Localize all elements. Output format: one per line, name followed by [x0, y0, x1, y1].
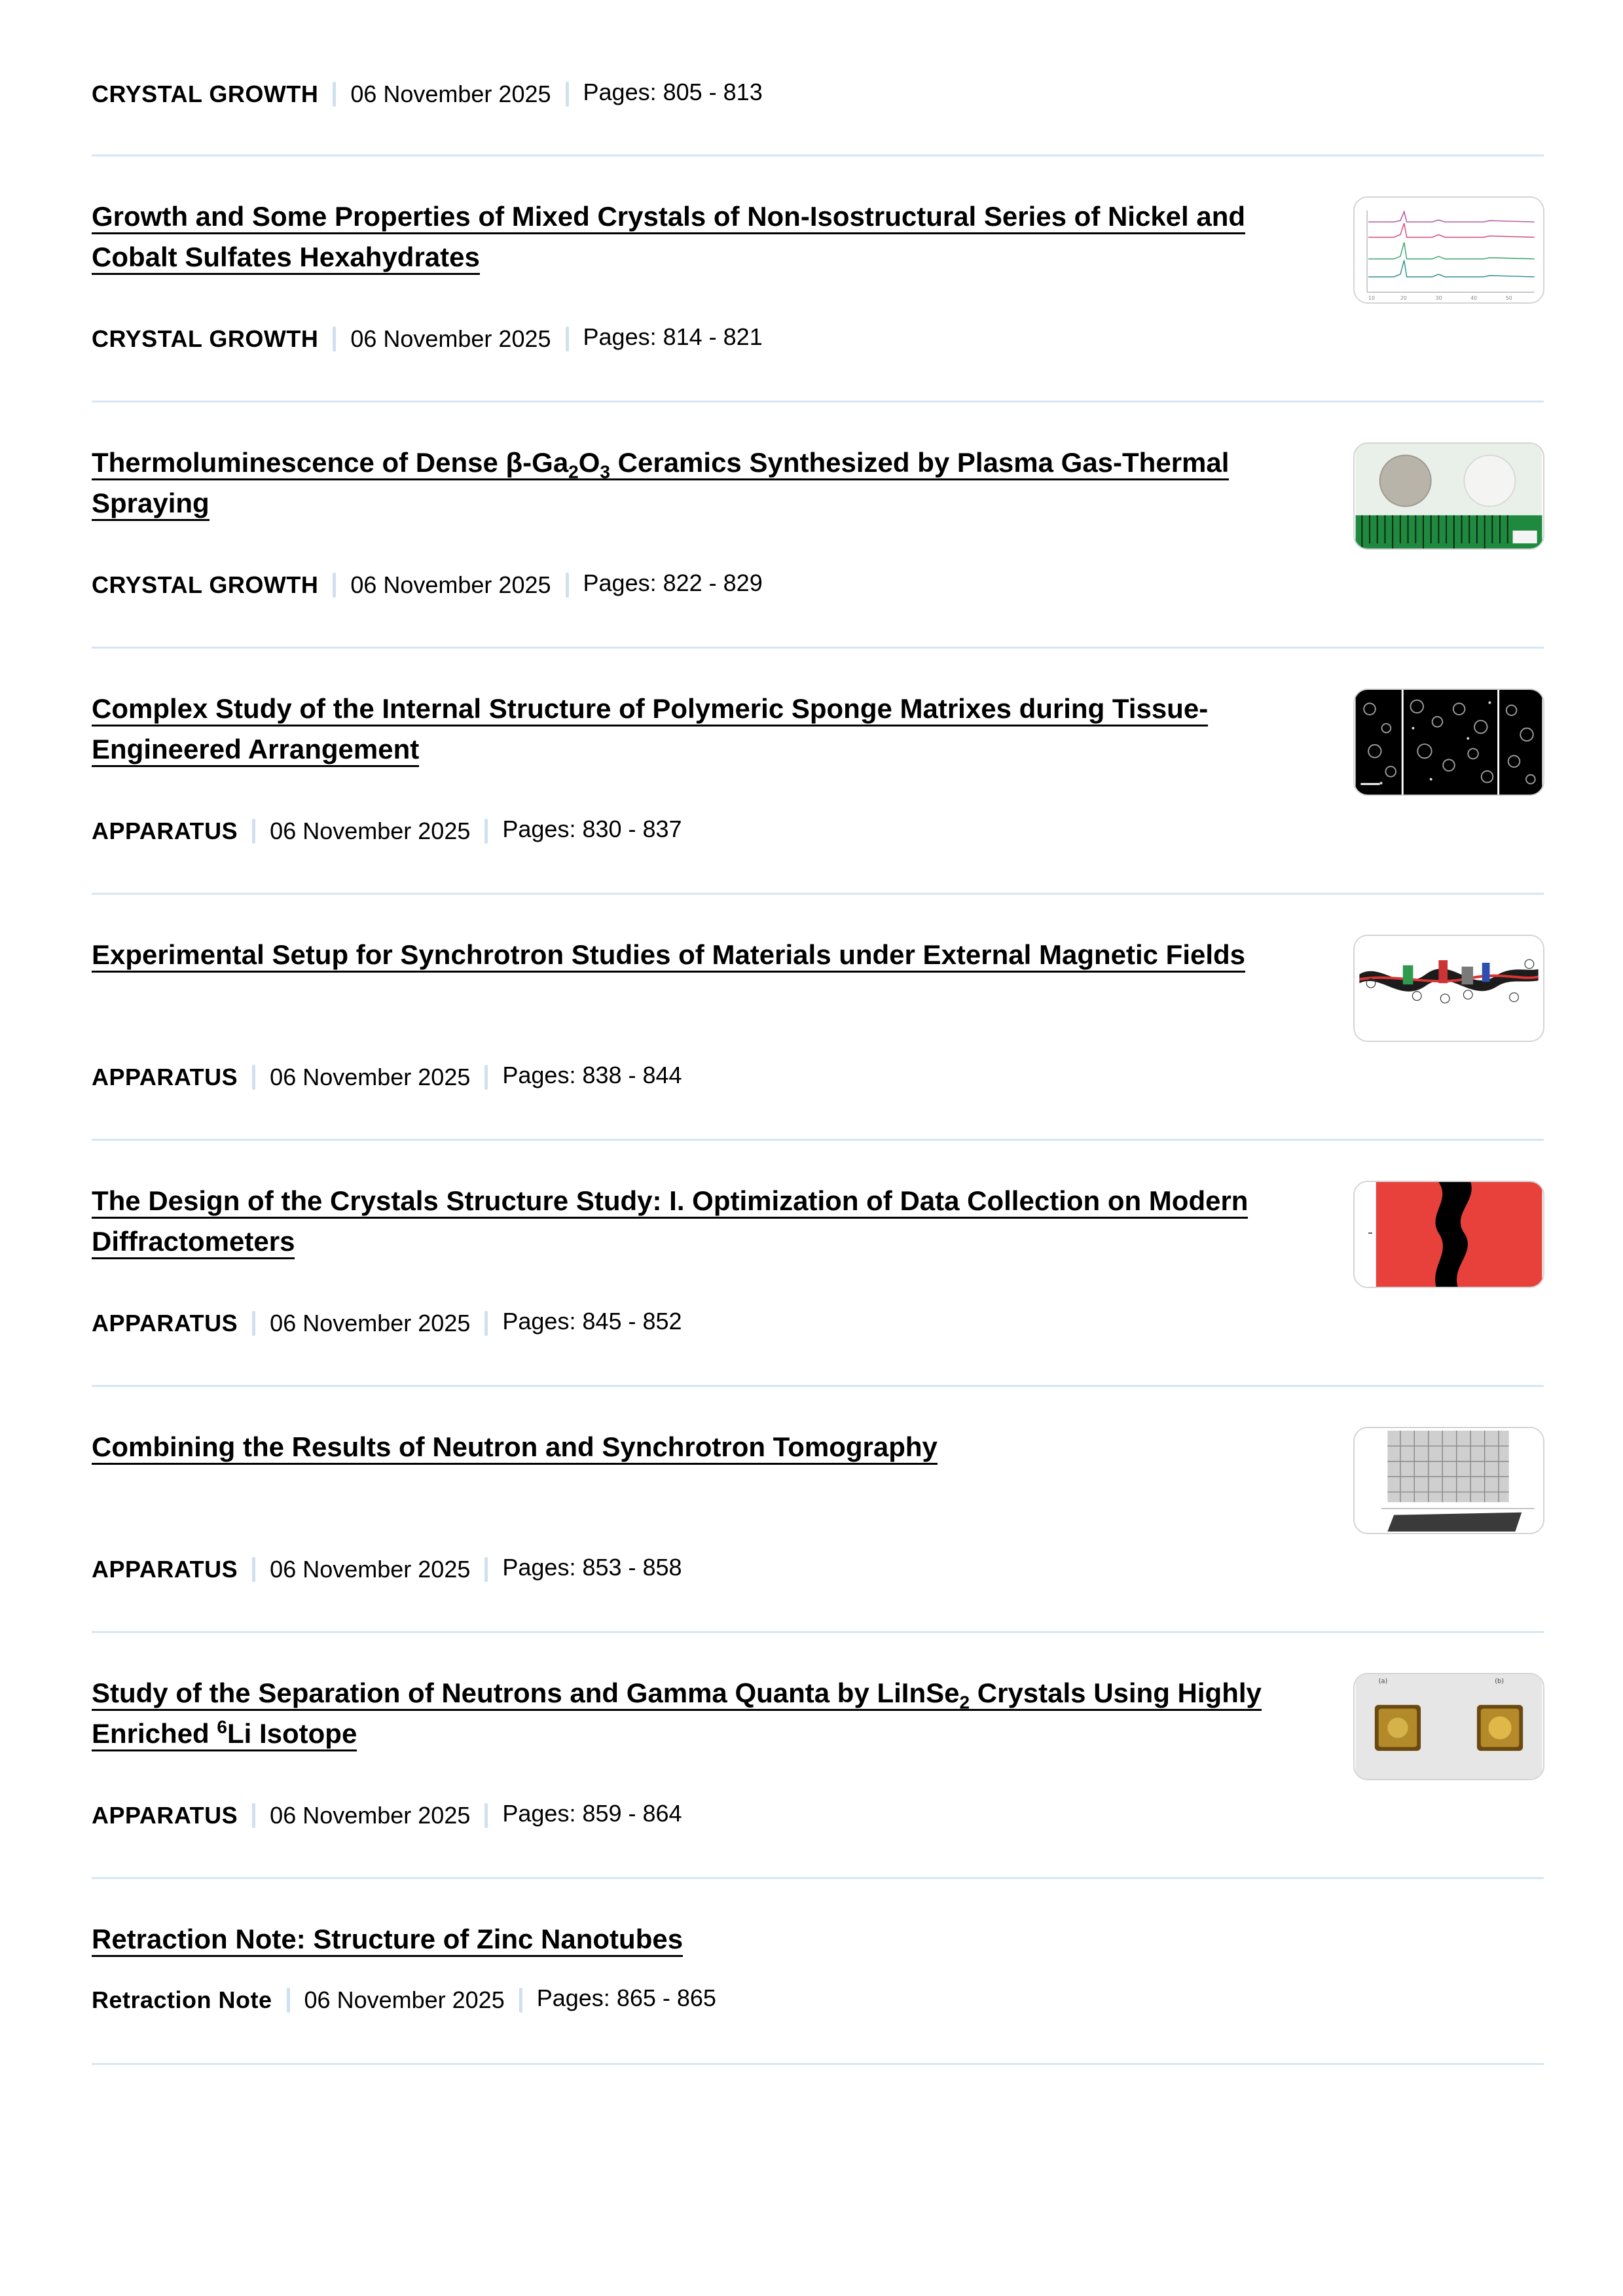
- article-title-link[interactable]: Combining the Results of Neutron and Synchrotron Tomography: [92, 1431, 938, 1465]
- article-thumbnail[interactable]: [1353, 1427, 1544, 1534]
- meta-separator: [333, 327, 336, 351]
- article-thumbnail[interactable]: [1353, 442, 1544, 550]
- sponge-tomography-image: [1355, 690, 1543, 795]
- xrd-pattern-graph: [1355, 198, 1543, 302]
- article-item: [92, 442, 1544, 691]
- divider: [92, 1631, 1544, 1633]
- divider: [92, 2063, 1544, 2065]
- article-meta: [92, 817, 682, 846]
- divider: [92, 154, 1544, 156]
- meta-separator: [519, 1988, 522, 2013]
- article-item: [92, 1673, 1544, 1922]
- article-date: 06 November 2025: [270, 1064, 471, 1090]
- article-title: [92, 1919, 1290, 1960]
- article-title: [92, 1181, 1290, 1262]
- article-item: [92, 1427, 1544, 1676]
- article-item: [92, 935, 1544, 1183]
- article-pages: Pages: 865 - 865: [536, 1984, 716, 2011]
- svg-text:20: 20: [1400, 295, 1407, 302]
- crystal-samples-photo: [1355, 1674, 1543, 1779]
- article-pages: Pages: 845 - 852: [502, 1308, 682, 1335]
- meta-separator: [333, 82, 336, 107]
- article-date: 06 November 2025: [270, 1310, 471, 1336]
- meta-separator: [333, 573, 336, 598]
- divider: [92, 647, 1544, 649]
- meta-separator: [252, 819, 255, 844]
- article-meta: [92, 571, 763, 600]
- article-pages: Pages: 830 - 837: [502, 816, 682, 842]
- article-meta: [92, 1063, 682, 1092]
- meta-separator: [252, 1065, 255, 1090]
- red-map-figure: [1355, 1182, 1543, 1287]
- setup-schematic: [1355, 936, 1543, 1041]
- svg-text:40: 40: [1470, 295, 1478, 302]
- meta-separator: [484, 1065, 488, 1090]
- article-category[interactable]: APPARATUS: [92, 1556, 238, 1583]
- article-thumbnail[interactable]: [1353, 1673, 1544, 1780]
- article-pages: Pages: 822 - 829: [583, 569, 763, 596]
- divider: [92, 401, 1544, 403]
- article-meta: [92, 1801, 682, 1830]
- article-meta: [92, 80, 763, 109]
- article-pages: Pages: 853 - 858: [502, 1554, 682, 1581]
- article-category[interactable]: Retraction Note: [92, 1986, 272, 2013]
- article-thumbnail[interactable]: [1353, 689, 1544, 796]
- divider: [92, 1877, 1544, 1879]
- meta-separator: [252, 1311, 255, 1336]
- article-title-link[interactable]: Retraction Note: Structure of Zinc Nanotubes: [92, 1924, 683, 1957]
- article-title: [92, 1427, 1290, 1467]
- article-meta: [92, 325, 763, 353]
- article-item: [92, 1919, 1544, 2050]
- article-date: 06 November 2025: [304, 1986, 505, 2013]
- article-date: 06 November 2025: [270, 1556, 471, 1583]
- meta-separator: [566, 82, 569, 107]
- meta-separator: [287, 1988, 290, 2013]
- article-title: [92, 196, 1290, 278]
- article-date: 06 November 2025: [350, 81, 551, 107]
- article-category[interactable]: CRYSTAL GROWTH: [92, 81, 319, 107]
- svg-text:50: 50: [1505, 295, 1512, 302]
- article-thumbnail[interactable]: [1353, 935, 1544, 1042]
- article-meta: [92, 1555, 682, 1584]
- divider: [92, 893, 1544, 895]
- article-title-link[interactable]: Thermoluminescence of Dense $\beta-Ga_2O_3$ Ceramics Synthesized by Plasma Gas-Thermal Spraying: [92, 447, 1229, 521]
- article-category[interactable]: APPARATUS: [92, 1802, 238, 1829]
- article-meta: [92, 1986, 716, 2015]
- divider: [92, 1385, 1544, 1387]
- article-category[interactable]: APPARATUS: [92, 1310, 238, 1336]
- article-pages: Pages: 814 - 821: [583, 323, 763, 350]
- divider: [92, 1139, 1544, 1141]
- article-item: [92, 196, 1544, 445]
- article-title: [92, 1673, 1290, 1754]
- article-pages: Pages: 859 - 864: [502, 1800, 682, 1827]
- article-title: [92, 935, 1290, 975]
- ceramic-discs-photo: [1355, 444, 1543, 548]
- 3d-grid-rendering: [1355, 1428, 1543, 1533]
- article-item: [92, 689, 1544, 937]
- svg-text:30: 30: [1435, 295, 1442, 302]
- meta-separator: [252, 1557, 255, 1582]
- article-date: 06 November 2025: [350, 571, 551, 598]
- article-pages: Pages: 838 - 844: [502, 1062, 682, 1088]
- article-title: [92, 442, 1290, 524]
- article-date: 06 November 2025: [350, 325, 551, 352]
- svg-text:(a): (a): [1378, 1677, 1388, 1685]
- article-meta: [92, 1309, 682, 1338]
- svg-text:(b): (b): [1495, 1677, 1504, 1685]
- article-title-link[interactable]: Complex Study of the Internal Structure of Polymeric Sponge Matrixes during Tissue-Engineered Arrangement: [92, 693, 1208, 767]
- article-date: 06 November 2025: [270, 817, 471, 844]
- article-title-link[interactable]: Study of the Separation of Neutrons and Gamma Quanta by LiInSe$_2$ Crystals Using Highly Enriched $^6$Li Isotope: [92, 1677, 1262, 1751]
- article-category[interactable]: CRYSTAL GROWTH: [92, 325, 319, 352]
- article-category[interactable]: CRYSTAL GROWTH: [92, 571, 319, 598]
- meta-separator: [252, 1803, 255, 1828]
- svg-text:10: 10: [1368, 295, 1375, 302]
- article-category[interactable]: APPARATUS: [92, 1064, 238, 1090]
- meta-separator: [484, 1311, 488, 1336]
- meta-separator: [484, 819, 488, 844]
- article-thumbnail[interactable]: [1353, 196, 1544, 304]
- article-title-link[interactable]: The Design of the Crystals Structure Study: I. Optimization of Data Collection on Modern Diffractometers: [92, 1185, 1248, 1259]
- article-category[interactable]: APPARATUS: [92, 817, 238, 844]
- meta-separator: [484, 1803, 488, 1828]
- article-pages: Pages: 805 - 813: [583, 79, 763, 105]
- article-date: 06 November 2025: [270, 1802, 471, 1829]
- article-title-link[interactable]: Experimental Setup for Synchrotron Studies of Materials under External Magnetic Fields: [92, 939, 1245, 973]
- article-title-link[interactable]: Growth and Some Properties of Mixed Crystals of Non-Isostructural Series of Nickel and Cobalt Sulfates Hexahydrates: [92, 201, 1245, 275]
- article-title: [92, 689, 1290, 770]
- article-item: [92, 1181, 1544, 1429]
- meta-separator: [484, 1557, 488, 1582]
- meta-separator: [566, 327, 569, 351]
- meta-separator: [566, 573, 569, 598]
- article-thumbnail[interactable]: [1353, 1181, 1544, 1288]
